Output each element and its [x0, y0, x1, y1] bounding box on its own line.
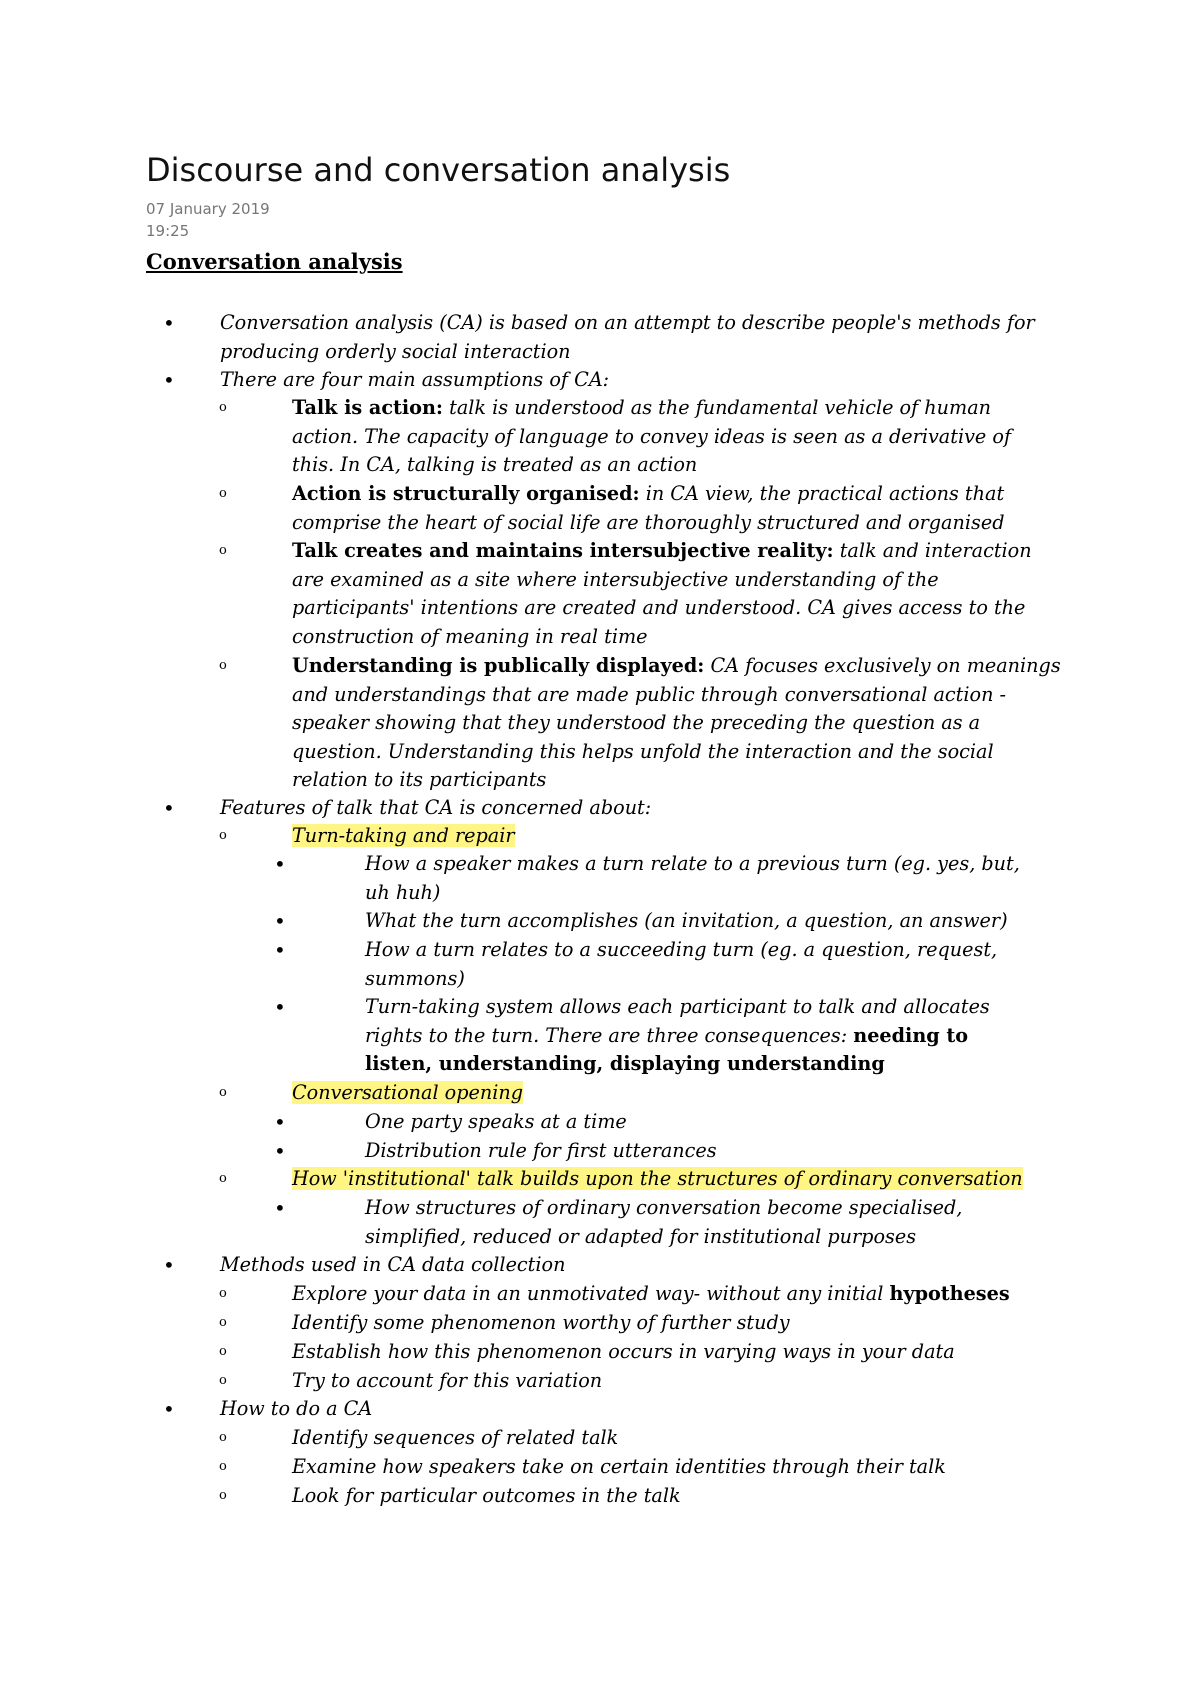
page-date: 07 January 2019 — [146, 200, 270, 218]
bullet-marker: • — [163, 1253, 175, 1277]
circle-marker: o — [219, 1344, 227, 1359]
bullet-marker: • — [274, 938, 286, 962]
highlighted-text: Turn-taking and repair — [292, 824, 515, 847]
list-item — [219, 1367, 1154, 1396]
list-item — [219, 1453, 1154, 1482]
circle-marker: o — [219, 1373, 227, 1388]
list-item — [219, 1079, 1154, 1108]
circle-marker: o — [219, 1085, 227, 1100]
highlighted-text: Conversational opening — [292, 1081, 523, 1104]
circle-marker: o — [219, 1315, 227, 1330]
list-item — [219, 1165, 1154, 1194]
list-item-text: There are four main assumptions of CA: — [220, 368, 610, 391]
list-item-text: Identify sequences of related talk — [292, 1426, 619, 1449]
term-label: Action is structurally organised: — [292, 482, 640, 505]
bullet-marker: • — [274, 1110, 286, 1134]
list-item-text: How structures of ordinary conversation become specialised, simplified, reduced or adapted for institutional purposes — [365, 1196, 963, 1248]
circle-marker: o — [219, 486, 227, 501]
list-item — [163, 366, 1100, 395]
circle-marker: o — [219, 828, 227, 843]
list-item-text: Distribution rule for first utterances — [365, 1139, 717, 1162]
bullet-marker: • — [274, 909, 286, 933]
list-item-text: in CA view, the practical actions that comprise the heart of social life are thoroughly structured and organised — [292, 482, 1005, 534]
list-item — [219, 537, 1064, 651]
list-item-text: How a turn relates to a succeeding turn (eg. a question, request, summons) — [365, 938, 998, 990]
list-item-text: How a speaker makes a turn relate to a previous turn (eg. yes, but, uh huh) — [365, 852, 1020, 904]
circle-marker: o — [219, 1488, 227, 1503]
circle-marker: o — [219, 1430, 227, 1445]
list-item-text: talk and interaction are examined as a site where intersubjective understanding of the participants' intentions are created and understood. CA gives access to the construction of meaning in real time — [292, 539, 1032, 648]
list-item — [274, 850, 1030, 907]
list-item — [219, 480, 1044, 537]
bullet-marker: • — [163, 796, 175, 820]
section-heading: Conversation analysis — [146, 249, 403, 274]
list-item — [219, 1424, 1154, 1453]
list-item — [219, 1338, 1154, 1367]
list-item-text: How to do a CA — [220, 1397, 373, 1420]
bold-text: hypotheses — [889, 1282, 1010, 1305]
bullet-marker: • — [274, 1196, 286, 1220]
circle-marker: o — [219, 400, 227, 415]
bullet-marker: • — [163, 1397, 175, 1421]
list-item — [219, 822, 1154, 851]
bullet-marker: • — [163, 368, 175, 392]
list-item-text: CA focuses exclusively on meanings and understandings that are made public through conversational action - speaker showing that they understood the preceding the question as a question. Understanding this helps unfold the interaction and the social relation to its participants — [292, 654, 1061, 791]
list-item-text: One party speaks at a time — [365, 1110, 627, 1133]
list-item-text: Examine how speakers take on certain identities through their talk — [292, 1455, 946, 1478]
list-item-text: talk is understood as the fundamental vehicle of human action. The capacity of language to convey ideas is seen as a derivative of this. In CA, talking is treated as an action — [292, 396, 1012, 476]
list-item-text: Features of talk that CA is concerned about: — [220, 796, 652, 819]
list-item-text: Identify some phenomenon worthy of further study — [292, 1311, 790, 1334]
circle-marker: o — [219, 1171, 227, 1186]
list-item — [219, 1280, 1154, 1309]
bullet-marker: • — [163, 311, 175, 335]
term-label: Talk is action: — [292, 396, 444, 419]
circle-marker: o — [219, 1286, 227, 1301]
highlighted-text: How 'institutional' talk builds upon the structures of ordinary conversation — [292, 1167, 1023, 1190]
list-item-text: Establish how this phenomenon occurs in varying ways in your data — [292, 1340, 955, 1363]
list-item — [163, 309, 1100, 366]
page-title: Discourse and conversation analysis — [146, 151, 731, 189]
list-item — [274, 993, 1030, 1079]
circle-marker: o — [219, 543, 227, 558]
list-item-text: Methods used in CA data collection — [220, 1253, 566, 1276]
list-item-text: Turn-taking system allows each participant to talk and allocates rights to the turn. There are three consequences: — [365, 995, 990, 1047]
list-item — [219, 1309, 1154, 1338]
list-item — [219, 394, 1044, 480]
list-item-text: What the turn accomplishes (an invitation, a question, an answer) — [365, 909, 1008, 932]
list-item-text: Look for particular outcomes in the talk — [292, 1484, 681, 1507]
list-item — [274, 1194, 1030, 1251]
bullet-marker: • — [274, 1139, 286, 1163]
term-label: Talk creates and maintains intersubjective reality: — [292, 539, 834, 562]
bold-text: needing to listen, understanding, displaying understanding — [365, 1023, 969, 1075]
term-label: Understanding is publically displayed: — [292, 654, 705, 677]
list-item — [219, 652, 1064, 795]
list-item — [274, 1108, 1200, 1137]
list-item — [163, 794, 1100, 823]
list-item — [163, 1251, 1100, 1280]
circle-marker: o — [219, 1459, 227, 1474]
list-item — [219, 1482, 1154, 1511]
circle-marker: o — [219, 658, 227, 673]
list-item-text: Explore your data in an unmotivated way- without any initial — [292, 1282, 890, 1305]
bullet-marker: • — [274, 852, 286, 876]
list-item — [274, 936, 1030, 993]
list-item-text: Try to account for this variation — [292, 1369, 603, 1392]
list-item — [163, 1395, 1100, 1424]
list-item — [274, 1137, 1200, 1166]
list-item — [274, 907, 1090, 936]
page-time: 19:25 — [146, 222, 190, 240]
bullet-marker: • — [274, 995, 286, 1019]
list-item-text: Conversation analysis (CA) is based on an attempt to describe people's methods for producing orderly social interaction — [220, 311, 1035, 363]
